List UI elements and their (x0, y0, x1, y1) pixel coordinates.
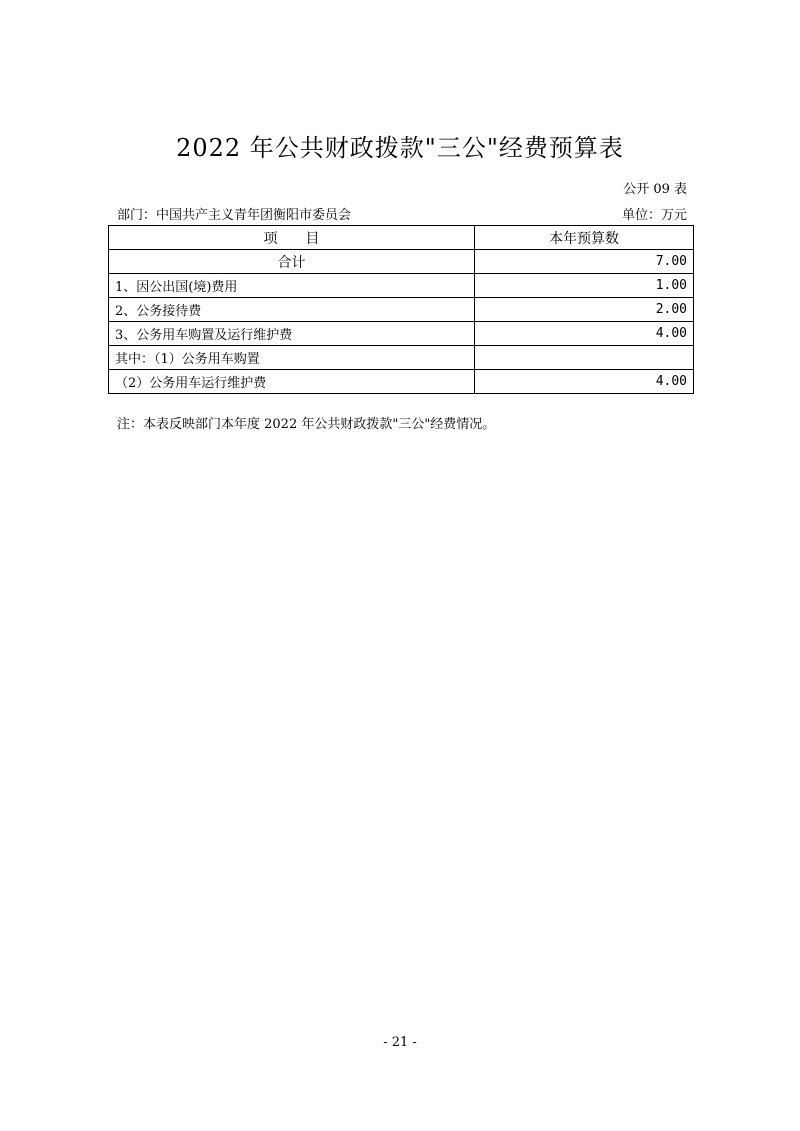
page-title: 2022 年公共财政拨款"三公"经费预算表 (176, 134, 624, 162)
row-value: 7.00 (475, 250, 694, 274)
table-row (109, 298, 694, 322)
row-label: 2、公务接待费 (109, 298, 475, 322)
form-code: 公开 09 表 (623, 182, 687, 197)
page-number: - 21 - (383, 1035, 417, 1050)
row-value: 4.00 (475, 322, 694, 346)
row-label: 合计 (109, 250, 475, 274)
header-item: 项 目 (109, 226, 475, 250)
budget-table (108, 225, 694, 394)
row-label: 1、因公出国(境)费用 (109, 274, 475, 298)
table-row (109, 274, 694, 298)
row-value: 2.00 (475, 298, 694, 322)
table-note: 注：本表反映部门本年度 2022 年公共财政拨款"三公"经费情况。 (117, 417, 496, 432)
row-label: 其中：（1）公务用车购置 (109, 346, 475, 370)
table-header-row (109, 226, 694, 250)
row-label: 3、公务用车购置及运行维护费 (109, 322, 475, 346)
table-row (109, 346, 694, 370)
row-value: 4.00 (475, 370, 694, 394)
department-label: 部门：中国共产主义青年团衡阳市委员会 (117, 208, 352, 223)
unit-label: 单位：万元 (621, 208, 687, 223)
table-row (109, 370, 694, 394)
row-value (475, 346, 694, 370)
row-label: （2）公务用车运行维护费 (109, 370, 475, 394)
row-value: 1.00 (475, 274, 694, 298)
header-budget: 本年预算数 (475, 226, 694, 250)
table-row (109, 322, 694, 346)
table-row (109, 250, 694, 274)
